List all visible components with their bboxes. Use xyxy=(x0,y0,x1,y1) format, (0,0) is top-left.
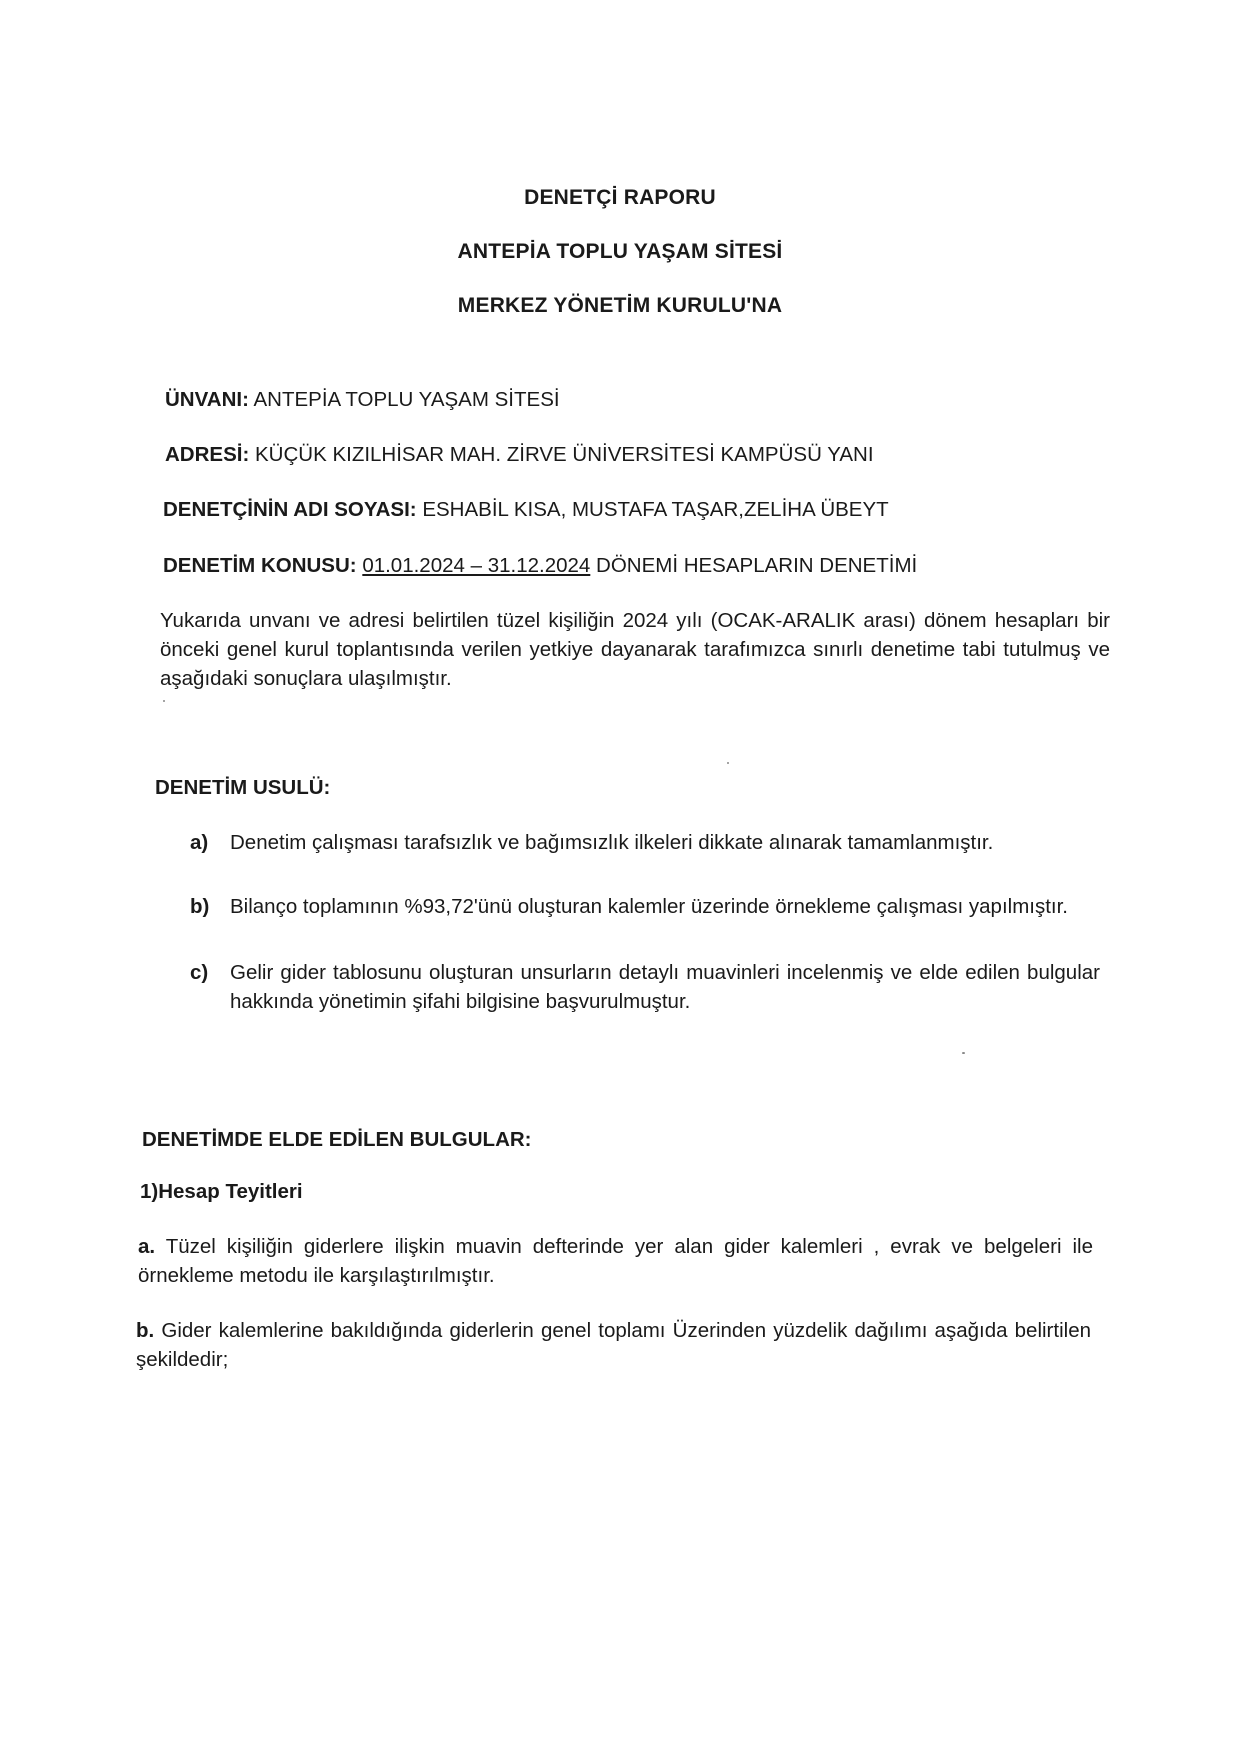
denetci-label: DENETÇİNİN ADI SOYASI: xyxy=(163,498,417,521)
list-text: Denetim çalışması tarafsızlık ve bağımsızlık ilkeleri dikkate alınarak tamamlanmıştır. xyxy=(230,831,994,854)
list-text: Gelir gider tablosunu oluşturan unsurların detaylı muavinleri incelenmiş ve elde edilen bulgular hakkında yönetimin şifahi bilgisine başvurulmuştur. xyxy=(230,961,1100,1013)
unvan-label: ÜNVANI: xyxy=(165,388,249,411)
finding-item-b xyxy=(136,1316,1091,1374)
site-name-heading: ANTEPİA TOPLU YAŞAM SİTESİ xyxy=(457,240,783,263)
unvan-line xyxy=(165,388,560,412)
finding-item-a xyxy=(138,1232,1093,1290)
method-section-title: DENETİM USULÜ: xyxy=(155,776,331,799)
intro-paragraph: Yukarıda unvanı ve adresi belirtilen tüzel kişiliğin 2024 yılı (OCAK-ARALIK arası) dönem hesapları bir önceki genel kurul toplantısında verilen yetkiye dayanarak tarafımızca sınırlı denetime tabi tutulmuş ve aşağıdaki sonuçlara ulaşılmıştır. xyxy=(160,609,1110,690)
adres-value: KÜÇÜK KIZILHİSAR MAH. ZİRVE ÜNİVERSİTESİ KAMPÜSÜ YANI xyxy=(249,443,874,466)
list-marker: c) xyxy=(190,961,209,984)
denetci-value: ESHABİL KISA, MUSTAFA TAŞAR,ZELİHA ÜBEYT xyxy=(416,498,889,521)
adres-line xyxy=(165,443,874,467)
konu-line xyxy=(163,554,917,578)
findings-subtitle: 1)Hesap Teyitleri xyxy=(140,1180,303,1203)
adres-label: ADRESİ: xyxy=(165,443,250,466)
list-marker: a) xyxy=(190,831,209,854)
finding-marker: b. xyxy=(136,1319,155,1342)
method-item-c xyxy=(190,958,1100,1016)
finding-marker: a. xyxy=(138,1235,156,1258)
finding-text: Gider kalemlerine bakıldığında giderlerin genel toplamı Üzerinden yüzdelik dağılımı aşağıda belirtilen şekildedir; xyxy=(136,1319,1091,1371)
addressee-heading: MERKEZ YÖNETİM KURULU'NA xyxy=(457,294,783,317)
findings-section-title: DENETİMDE ELDE EDİLEN BULGULAR: xyxy=(142,1128,532,1151)
konu-rest: DÖNEMİ HESAPLARIN DENETİMİ xyxy=(590,554,918,577)
denetci-line xyxy=(163,498,889,522)
konu-label: DENETİM KONUSU: xyxy=(163,554,357,577)
method-item-b xyxy=(190,892,1090,921)
list-marker: b) xyxy=(190,895,210,918)
konu-period: 01.01.2024 – 31.12.2024 xyxy=(362,554,591,577)
finding-text: Tüzel kişiliğin giderlere ilişkin muavin defterinde yer alan gider kalemleri , evrak ve belgeleri ile örnekleme metodu ile karşılaştırılmıştır. xyxy=(138,1235,1093,1287)
list-text: Bilanço toplamının %93,72'ünü oluşturan kalemler üzerinde örnekleme çalışması yapılmıştır. xyxy=(230,895,1068,918)
method-item-a xyxy=(190,828,1090,857)
scan-speck xyxy=(962,1052,965,1054)
scan-speck xyxy=(727,762,729,764)
unvan-value: ANTEPİA TOPLU YAŞAM SİTESİ xyxy=(248,388,560,411)
scan-speck xyxy=(163,700,165,702)
report-title: DENETÇİ RAPORU xyxy=(524,186,716,209)
